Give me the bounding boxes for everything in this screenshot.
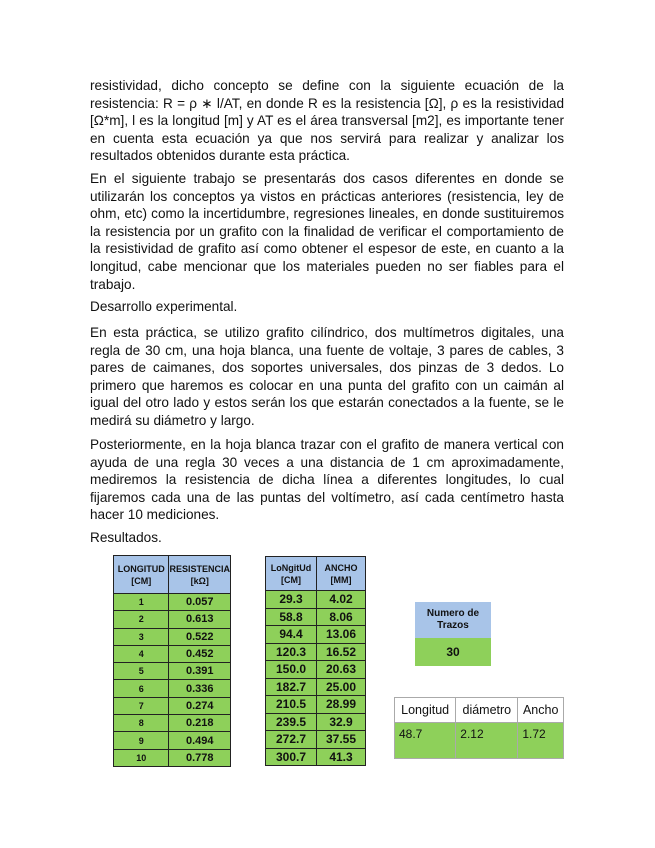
cell-longitud: 29.3 — [266, 591, 317, 609]
cell-value: 25.00 — [317, 678, 366, 696]
table-row — [266, 643, 366, 661]
table-row — [266, 748, 366, 766]
table-row — [266, 731, 366, 749]
table-row — [114, 594, 231, 611]
cell-value: 0.336 — [169, 680, 231, 697]
cell-longitud: 9 — [114, 732, 169, 749]
header-diametro: diámetro — [456, 698, 518, 723]
paragraph-procedimiento: Posteriormente, en la hoja blanca trazar con el grafito de manera vertical con ayuda de una regla 30 veces a una distancia de 1 cm aproximadamente, mediremos la resistencia de dicha línea a diferentes longitudes, lo cual fijaremos cada una de las puntas del voltímetro, así cada centímetro hasta hacer 10 mediciones. — [90, 437, 564, 523]
cell-value: 0.778 — [169, 749, 231, 766]
cell-longitud: 120.3 — [266, 643, 317, 661]
cell-longitud: 239.5 — [266, 713, 317, 731]
table-row — [266, 713, 366, 731]
heading-desarrollo: Desarrollo experimental. — [90, 299, 238, 314]
cell-longitud: 8 — [114, 715, 169, 732]
header-numero-trazos: Numero de Trazos — [415, 602, 491, 638]
table-row — [114, 749, 231, 766]
table-row — [266, 591, 366, 609]
cell-longitud: 272.7 — [266, 731, 317, 749]
cell-value: 20.63 — [317, 661, 366, 679]
value-longitud: 48.7 — [395, 723, 456, 759]
cell-value: 32.9 — [317, 713, 366, 731]
table-row — [114, 628, 231, 645]
header-ancho: Ancho — [518, 698, 564, 723]
cell-longitud: 94.4 — [266, 626, 317, 644]
cell-value: 4.02 — [317, 591, 366, 609]
cell-value: 41.3 — [317, 748, 366, 766]
value-diametro: 2.12 — [456, 723, 518, 759]
cell-longitud: 150.0 — [266, 661, 317, 679]
table-resistencia — [113, 555, 231, 767]
cell-value: 0.274 — [169, 697, 231, 714]
cell-longitud: 5 — [114, 663, 169, 680]
cell-longitud: 7 — [114, 697, 169, 714]
table-dimensiones — [394, 697, 564, 759]
header-ancho: ANCHO [MM] — [317, 557, 366, 591]
value-ancho: 1.72 — [518, 723, 564, 759]
cell-value: 16.52 — [317, 643, 366, 661]
cell-longitud: 210.5 — [266, 696, 317, 714]
cell-longitud: 182.7 — [266, 678, 317, 696]
table-row — [114, 611, 231, 628]
paragraph-introduccion: En el siguiente trabajo se presentarás dos casos diferentes en donde se utilizarán los conceptos ya vistos en prácticas anteriores (resistencia, ley de ohm, etc) como la incertidumbre, regresiones lineales, en donde sustituiremos la resistencia por un grafito con la finalidad de verificar el comportamiento de la resistividad de grafito así como obtener el espesor de este, en cuanto a la longitud, cabe mencionar que los materiales pueden no ser fiables para el trabajo. — [90, 171, 564, 292]
table-row — [114, 715, 231, 732]
table-row — [266, 696, 366, 714]
cell-longitud: 2 — [114, 611, 169, 628]
header-longitud: Longitud — [395, 698, 456, 723]
cell-value: 28.99 — [317, 696, 366, 714]
cell-longitud: 3 — [114, 628, 169, 645]
header-longitud: LONGITUD [CM] — [114, 556, 169, 594]
cell-value: 0.522 — [169, 628, 231, 645]
header-resistencia: RESISTENCIA [kΩ] — [169, 556, 231, 594]
cell-longitud: 1 — [114, 594, 169, 611]
paragraph-materiales: En esta práctica, se utilizo grafito cilíndrico, dos multímetros digitales, una regla de 30 cm, una hoja blanca, una fuente de voltaje, 3 pares de cables, 3 pares de caimanes, dos soportes universales, dos pinzas de 3 dedos. Lo primero que haremos es colocar en una punta del grafito con un caimán al igual del otro lado y estos serán los que estarán conectados a la fuente, se le medirá su diámetro y largo. — [90, 325, 564, 428]
cell-longitud: 10 — [114, 749, 169, 766]
table-ancho — [265, 556, 366, 766]
cell-longitud: 6 — [114, 680, 169, 697]
table-row — [266, 608, 366, 626]
table-row — [114, 697, 231, 714]
header-longitud: LoNgitUd [CM] — [266, 557, 317, 591]
table-row — [266, 626, 366, 644]
cell-value: 8.06 — [317, 608, 366, 626]
cell-value: 0.452 — [169, 645, 231, 662]
cell-value: 0.057 — [169, 594, 231, 611]
table-row — [266, 661, 366, 679]
cell-value: 13.06 — [317, 626, 366, 644]
table-row — [114, 663, 231, 680]
cell-value: 0.391 — [169, 663, 231, 680]
trazos-value: 30 — [415, 638, 491, 666]
cell-value: 37.55 — [317, 731, 366, 749]
cell-value: 0.494 — [169, 732, 231, 749]
table-row — [114, 680, 231, 697]
cell-value: 0.218 — [169, 715, 231, 732]
table-row — [266, 678, 366, 696]
table-row — [114, 732, 231, 749]
cell-longitud: 58.8 — [266, 608, 317, 626]
table-trazos — [415, 602, 491, 666]
cell-value: 0.613 — [169, 611, 231, 628]
cell-longitud: 300.7 — [266, 748, 317, 766]
cell-longitud: 4 — [114, 645, 169, 662]
paragraph-resistividad: resistividad, dicho concepto se define con la siguiente ecuación de la resistencia: R = ρ ∗ l/AT, en donde R es la resistencia [Ω], ρ es la resistividad [Ω*m], l es la longitud [m] y AT es el área transversal [m2], es importante tener en cuenta esta ecuación ya que nos servirá para realizar y analizar los resultados obtenidos durante esta práctica. — [90, 78, 564, 164]
heading-resultados: Resultados. — [90, 530, 162, 545]
table-row — [114, 645, 231, 662]
